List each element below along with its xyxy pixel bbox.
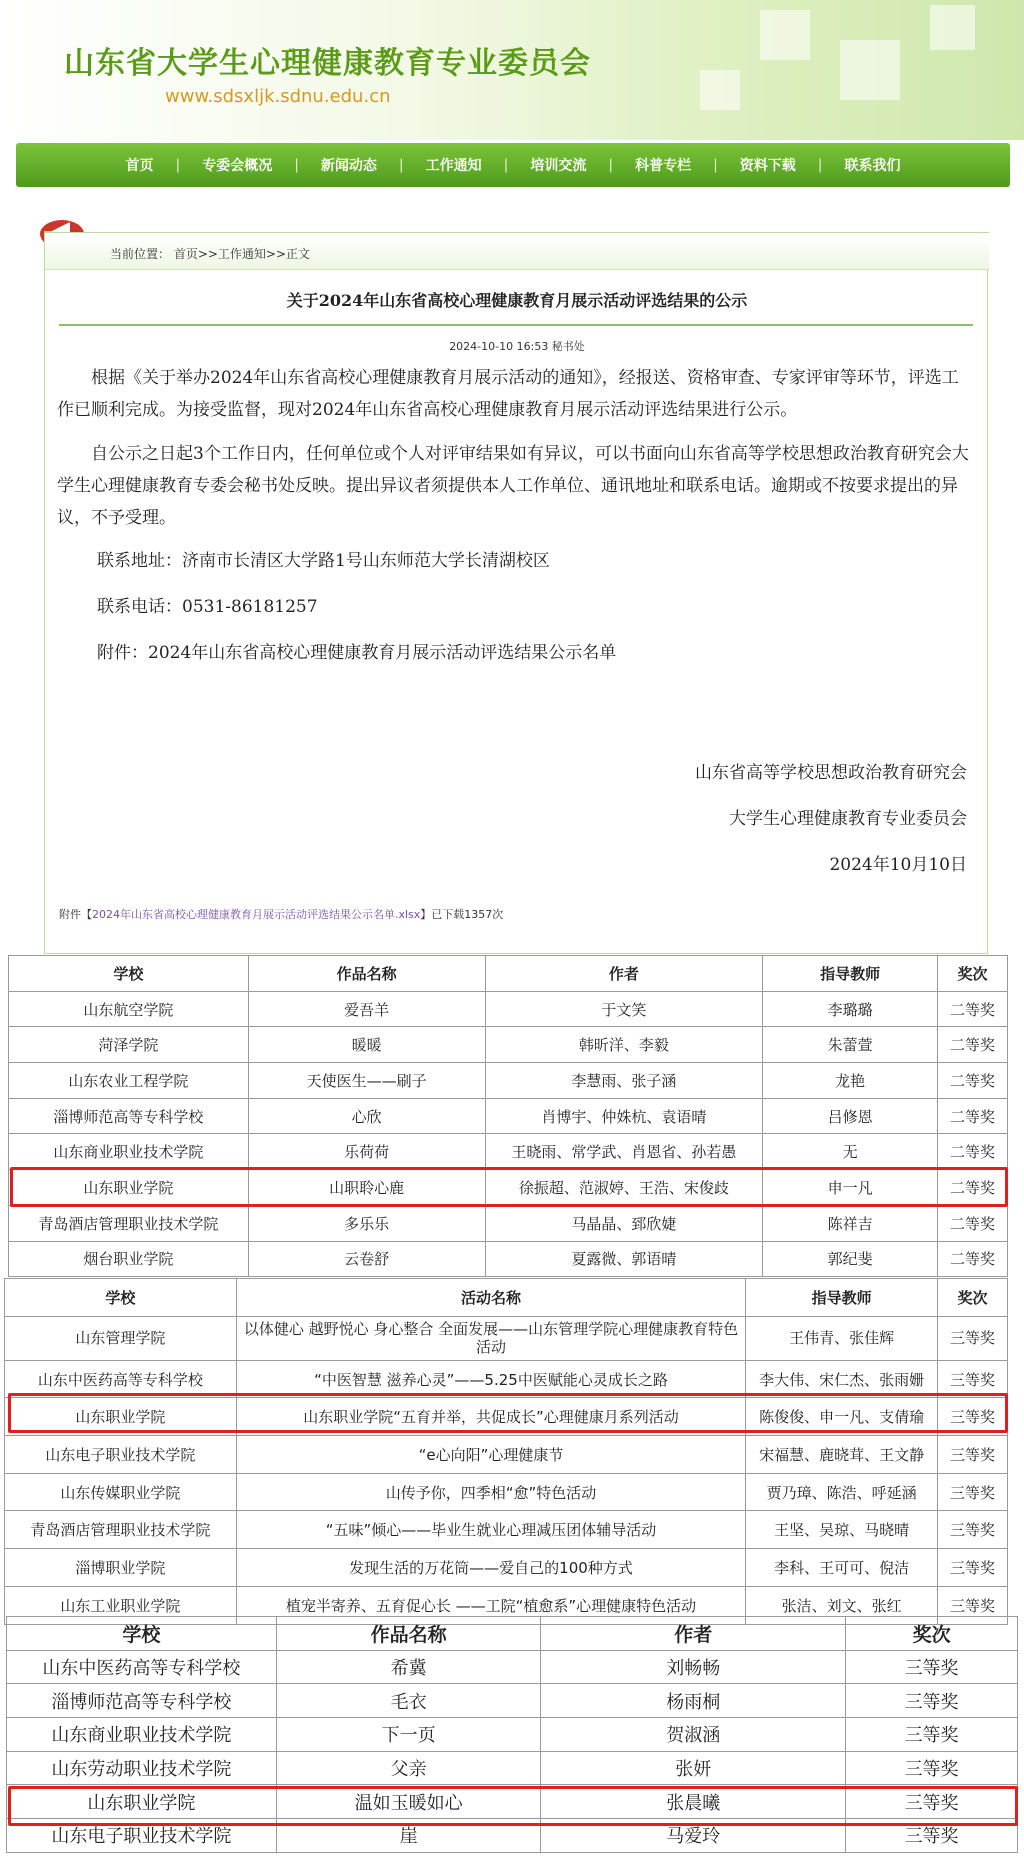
table-cell: 龙艳 [763, 1063, 938, 1099]
nav-separator: | [608, 157, 614, 173]
highlight-box [8, 1393, 1008, 1433]
table-header-row [5, 1279, 1008, 1317]
banner-decoration [760, 10, 810, 60]
table-row [9, 1134, 1008, 1170]
table-cell: 山东管理学院 [5, 1316, 237, 1360]
signature-date: 2024年10月10日 [829, 855, 967, 875]
table-cell: “e心向阳”心理健康节 [236, 1436, 745, 1474]
table-cell: 二等奖 [938, 1027, 1008, 1063]
table-header: 奖次 [846, 1617, 1018, 1651]
table-cell: 山东职业学院 [7, 1785, 277, 1819]
table-cell: 三等奖 [938, 1316, 1008, 1360]
table-cell: 毛衣 [276, 1684, 541, 1718]
attachment-download [59, 906, 503, 922]
title-divider [59, 324, 973, 326]
breadcrumb[interactable]: 当前位置： 首页>>工作通知>>正文 [110, 247, 311, 261]
nav-item[interactable]: 专委会概况 [202, 158, 273, 174]
table-cell: 青岛酒店管理职业技术学院 [5, 1511, 237, 1549]
table-cell: 三等奖 [938, 1473, 1008, 1511]
table-row [9, 1205, 1008, 1241]
highlight-box [8, 1786, 1018, 1826]
table-row [9, 1027, 1008, 1063]
banner-decoration [840, 40, 900, 100]
table-cell: 山东商业职业技术学院 [7, 1718, 277, 1752]
table-cell: 多乐乐 [248, 1205, 485, 1241]
table-cell: 肖博宇、仲姝杭、袁语晴 [485, 1098, 763, 1134]
table-cell: 心欣 [248, 1098, 485, 1134]
table-cell: 二等奖 [938, 1205, 1008, 1241]
table-cell: 马爱玲 [541, 1819, 846, 1853]
table-cell: 郭纪斐 [763, 1241, 938, 1277]
table-row [5, 1511, 1008, 1549]
attachment-link[interactable]: 2024年山东省高校心理健康教育月展示活动评选结果公示名单.xlsx [92, 908, 421, 921]
attachment-prefix: 附件【 [59, 908, 92, 921]
nav-item[interactable]: 联系我们 [844, 158, 901, 174]
nav-separator: | [175, 157, 181, 173]
nav-item[interactable]: 培训交流 [530, 158, 587, 174]
table-row [7, 1684, 1018, 1718]
table-header: 指导教师 [763, 956, 938, 992]
award-table-works-second [8, 955, 1008, 1277]
table-cell: 张洁、刘文、张红 [746, 1586, 938, 1624]
table-cell: 贺淑涵 [541, 1718, 846, 1752]
table-row [5, 1473, 1008, 1511]
table-cell: 发现生活的万花筒——爱自己的100种方式 [236, 1549, 745, 1587]
table-row [9, 1098, 1008, 1134]
table-cell: 二等奖 [938, 1098, 1008, 1134]
table-cell: 山东劳动职业技术学院 [7, 1751, 277, 1785]
table-cell: 三等奖 [938, 1398, 1008, 1436]
table-cell: 二等奖 [938, 1241, 1008, 1277]
highlight-box [10, 1167, 1008, 1207]
table-cell: 山东中医药高等专科学校 [5, 1360, 237, 1398]
table-cell: 爱吾羊 [248, 991, 485, 1027]
table-cell: 山东中医药高等专科学校 [7, 1650, 277, 1684]
nav-item[interactable]: 工作通知 [425, 158, 482, 174]
table-cell: 山东职业学院 [9, 1170, 249, 1206]
nav-separator: | [503, 157, 509, 173]
attachment-count: 】已下载1357次 [420, 908, 504, 921]
table-cell: 三等奖 [846, 1751, 1018, 1785]
table-cell: 三等奖 [938, 1360, 1008, 1398]
breadcrumb-bar [45, 232, 989, 270]
nav-separator: | [398, 157, 404, 173]
table-cell: 淄博师范高等专科学校 [9, 1098, 249, 1134]
table-cell: 乐荷荷 [248, 1134, 485, 1170]
table-row [5, 1436, 1008, 1474]
table-cell: 陈祥吉 [763, 1205, 938, 1241]
table-header: 学校 [7, 1617, 277, 1651]
table-header: 学校 [9, 956, 249, 992]
article-paragraph: 根据《关于举办2024年山东省高校心理健康教育月展示活动的通知》，经报送、资格审查、专家评审等环节，评选工作已顺利完成。为接受监督，现对2024年山东省高校心理健康教育月展示活动评选结果进行公示。 [57, 368, 959, 420]
table-cell: 希冀 [276, 1650, 541, 1684]
nav-separator: | [294, 157, 299, 173]
table-cell: 二等奖 [938, 991, 1008, 1027]
table-cell: 李慧雨、张子涵 [485, 1063, 763, 1099]
table-cell: 父亲 [276, 1751, 541, 1785]
table-row [5, 1549, 1008, 1587]
table-cell: 淄博师范高等专科学校 [7, 1684, 277, 1718]
table-cell: 申一凡 [763, 1170, 938, 1206]
article-frame [44, 232, 988, 954]
table-cell: 植宠半寄养、五育促心长 ——工院“植愈系”心理健康特色活动 [236, 1586, 745, 1624]
table-cell: 三等奖 [938, 1511, 1008, 1549]
table-cell: 无 [763, 1134, 938, 1170]
banner-decoration [930, 5, 975, 50]
article-paragraph: 自公示之日起3个工作日内，任何单位或个人对评审结果如有异议，可以书面向山东省高等学校思想政治教育研究会大学生心理健康教育专委会秘书处反映。提出异议者须提供本人工作单位、通讯地址和联系电话。逾期或不按要求提出的异议，不予受理。 [57, 444, 969, 528]
table-cell: 李科、王可可、倪洁 [746, 1549, 938, 1587]
table-cell: 温如玉暖如心 [276, 1785, 541, 1819]
table-cell: 王伟青、张佳辉 [746, 1316, 938, 1360]
table-cell: 烟台职业学院 [9, 1241, 249, 1277]
table-cell: 二等奖 [938, 1063, 1008, 1099]
table-cell: 暖暖 [248, 1027, 485, 1063]
table-cell: 山传予你，四季相“愈”特色活动 [236, 1473, 745, 1511]
table-cell: 张妍 [541, 1751, 846, 1785]
table-cell: 三等奖 [846, 1785, 1018, 1819]
table-row [7, 1718, 1018, 1752]
table-cell: 山东农业工程学院 [9, 1063, 249, 1099]
article-meta: 2024-10-10 16:53 秘书处 [449, 340, 585, 353]
table-cell: 三等奖 [846, 1718, 1018, 1752]
table-header: 活动名称 [236, 1279, 745, 1317]
table-cell: 山东职业学院“五育并举，共促成长”心理健康月系列活动 [236, 1398, 745, 1436]
table-header: 作者 [485, 956, 763, 992]
table-cell: 贾乃璋、陈浩、呼延涵 [746, 1473, 938, 1511]
table-cell: 刘畅畅 [541, 1650, 846, 1684]
nav-separator: | [713, 157, 718, 173]
site-url[interactable]: www.sdsxljk.sdnu.edu.cn [165, 86, 391, 107]
table-row [7, 1751, 1018, 1785]
site-banner [0, 0, 1024, 140]
nav-item[interactable]: 科普专栏 [635, 158, 692, 174]
table-cell: 韩昕洋、李毅 [485, 1027, 763, 1063]
attachment-note: 附件：2024年山东省高校心理健康教育月展示活动评选结果公示名单 [97, 643, 617, 663]
table-header-row [7, 1617, 1018, 1651]
table-cell: 马晶晶、郅欣婕 [485, 1205, 763, 1241]
table-header: 指导教师 [746, 1279, 938, 1317]
contact-address: 联系地址：济南市长清区大学路1号山东师范大学长清湖校区 [97, 551, 550, 571]
award-table-activities [4, 1278, 1008, 1625]
table-cell: 淄博职业学院 [5, 1549, 237, 1587]
table-cell: 天使医生——刷子 [248, 1063, 485, 1099]
table-cell: 二等奖 [938, 1170, 1008, 1206]
table-cell: “五味”倾心——毕业生就业心理减压团体辅导活动 [236, 1511, 745, 1549]
table-cell: 朱蕾萱 [763, 1027, 938, 1063]
table-cell: 三等奖 [846, 1819, 1018, 1853]
nav-item[interactable]: 首页 [125, 158, 154, 174]
main-nav [16, 143, 1010, 187]
table-cell: 三等奖 [938, 1436, 1008, 1474]
table-cell: 二等奖 [938, 1134, 1008, 1170]
table-cell: 山东工业职业学院 [5, 1586, 237, 1624]
table-cell: 山东职业学院 [5, 1398, 237, 1436]
table-cell: 王晓雨、常学武、肖恩省、孙若愚 [485, 1134, 763, 1170]
signature-org: 山东省高等学校思想政治教育研究会 [695, 763, 967, 783]
table-cell: 王坚、吴琼、马晓晴 [746, 1511, 938, 1549]
table-cell: 三等奖 [846, 1684, 1018, 1718]
signature-committee: 大学生心理健康教育专业委员会 [729, 809, 967, 829]
site-title: 山东省大学生心理健康教育专业委员会 [64, 46, 591, 81]
table-cell: 徐振超、范淑婷、王浩、宋俊歧 [485, 1170, 763, 1206]
nav-item[interactable]: 资料下载 [739, 158, 796, 174]
nav-separator: | [817, 157, 823, 173]
table-cell: 夏露微、郭语晴 [485, 1241, 763, 1277]
table-cell: 菏泽学院 [9, 1027, 249, 1063]
table-header: 作品名称 [248, 956, 485, 992]
table-cell: 宋福慧、鹿晓茸、王文静 [746, 1436, 938, 1474]
table-cell: 山东传媒职业学院 [5, 1473, 237, 1511]
table-cell: 山东航空学院 [9, 991, 249, 1027]
table-cell: “中医智慧 滋养心灵”——5.25中医赋能心灵成长之路 [236, 1360, 745, 1398]
banner-decoration [700, 70, 740, 110]
table-cell: 下一页 [276, 1718, 541, 1752]
table-header: 学校 [5, 1279, 237, 1317]
table-row [9, 1063, 1008, 1099]
table-header: 奖次 [938, 956, 1008, 992]
table-header: 作者 [541, 1617, 846, 1651]
table-cell: 山职聆心鹿 [248, 1170, 485, 1206]
table-cell: 山东电子职业技术学院 [5, 1436, 237, 1474]
table-cell: 以体健心 越野悦心 身心整合 全面发展——山东管理学院心理健康教育特色活动 [236, 1316, 745, 1360]
table-cell: 李璐璐 [763, 991, 938, 1027]
article-title: 关于2024年山东省高校心理健康教育月展示活动评选结果的公示 [286, 291, 748, 310]
table-header: 作品名称 [276, 1617, 541, 1651]
table-cell: 三等奖 [938, 1549, 1008, 1587]
contact-phone: 联系电话：0531-86181257 [97, 597, 318, 617]
table-cell: 于文笑 [485, 991, 763, 1027]
table-header-row [9, 956, 1008, 992]
table-row [7, 1650, 1018, 1684]
table-cell: 青岛酒店管理职业技术学院 [9, 1205, 249, 1241]
table-cell: 三等奖 [846, 1650, 1018, 1684]
table-cell: 杨雨桐 [541, 1684, 846, 1718]
table-cell: 吕修恩 [763, 1098, 938, 1134]
table-cell: 三等奖 [938, 1586, 1008, 1624]
table-row [5, 1316, 1008, 1360]
table-cell: 张晨曦 [541, 1785, 846, 1819]
table-cell: 云卷舒 [248, 1241, 485, 1277]
table-row [9, 1241, 1008, 1277]
table-cell: 山东电子职业技术学院 [7, 1819, 277, 1853]
table-header: 奖次 [938, 1279, 1008, 1317]
table-row [9, 991, 1008, 1027]
table-cell: 崖 [276, 1819, 541, 1853]
table-cell: 李大伟、宋仁杰、张雨姗 [746, 1360, 938, 1398]
nav-item[interactable]: 新闻动态 [320, 158, 377, 174]
table-cell: 山东商业职业技术学院 [9, 1134, 249, 1170]
table-cell: 陈俊俊、申一凡、支倩瑜 [746, 1398, 938, 1436]
